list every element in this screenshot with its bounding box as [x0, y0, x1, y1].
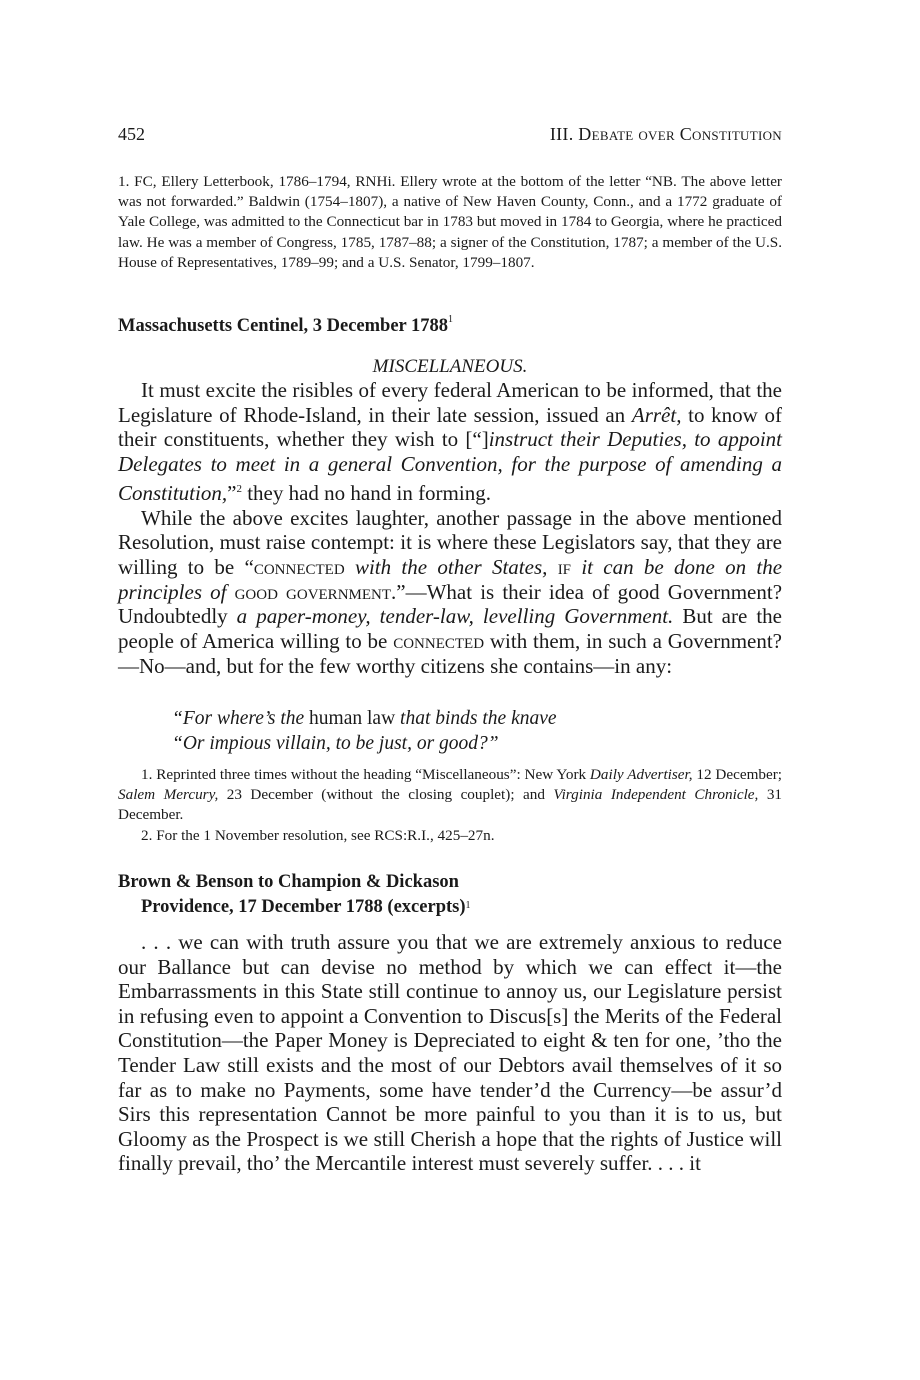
couplet-line	[172, 707, 557, 732]
text-run: human law	[304, 708, 401, 729]
document-heading-centinel	[118, 316, 453, 337]
text-run	[571, 555, 581, 579]
italic-run: a paper-money, tender-law, levelling Government.	[236, 604, 674, 629]
couplet-line	[172, 732, 557, 757]
text-run: 12 December;	[692, 766, 783, 783]
heading-text: Providence, 17 December 1788 (excerpts)	[141, 897, 466, 917]
letter-body	[118, 930, 782, 1176]
running-head	[118, 124, 782, 148]
italic-run: Daily Advertiser,	[589, 766, 693, 783]
section-title: III. Debate over Constitution	[549, 124, 782, 144]
italic-run: it can be done on the principles of	[118, 554, 783, 604]
smallcaps-run: if	[557, 554, 572, 579]
smallcaps-run: connected	[253, 554, 345, 579]
smallcaps-run: good government	[234, 579, 392, 604]
centinel-footnotes	[118, 765, 782, 846]
paragraph	[118, 378, 782, 506]
heading-line: Brown & Benson to Champion & Dickason	[118, 872, 459, 892]
italic-run: instruct their Deputies, to appoint Delegates to meet in a general Convention, for the purpose of amending a Constitution,	[118, 427, 782, 505]
footnote-marker: 2	[236, 482, 242, 495]
centinel-body	[118, 378, 782, 678]
italic-run: “For where’s the	[172, 708, 305, 729]
text-run: .”—What is their idea of good Government? Undoubtedly	[118, 579, 783, 629]
footnote-marker: 1	[448, 314, 454, 325]
footnote: 2. For the 1 November resolution, see RCS:R.I., 425–27n.	[141, 826, 495, 844]
page-number: 452	[118, 124, 145, 144]
text-run	[345, 555, 355, 579]
footnote-marker: 1	[465, 900, 471, 911]
text-run: they had no hand in forming.	[241, 480, 491, 505]
heading-text: Massachusetts Centinel, 3 December 1788	[118, 316, 449, 336]
italic-run: with the other States,	[354, 554, 548, 579]
italic-run: “Or impious villain, to be just, or good?”	[172, 732, 499, 754]
text-run: ”	[227, 480, 237, 505]
text-run: But are the people of America willing to be	[118, 604, 782, 654]
top-footnote: 1. FC, Ellery Letterbook, 1786–1794, RNHi. Ellery wrote at the bottom of the letter “NB. The above letter was not forwarded.” Baldwin (1754–1807), a native of New Haven County, Conn., and a 1772 graduate of Yale College, was admitted to the Connecticut bar in 1783 but moved in 1784 to Georgia, where he practiced law. He was a member of Congress, 1785, 1787–88; a signer of the Constitution, 1787; a member of the U.S. House of Representatives, 1789–99; and a U.S. Senator, 1799–1807.	[118, 173, 782, 271]
text-run: 23 December (without the closing couplet); and	[218, 786, 554, 804]
italic-run: that binds the knave	[400, 708, 557, 729]
text-run: 31 December.	[118, 786, 782, 824]
document-heading-brown-benson	[118, 870, 471, 920]
paragraph: . . . we can with truth assure you that we are extremely anxious to reduce our Ballance but can devise no method by which we can effect it—the Embarrassments in this State still continue to annoy us, our Legislature persist in refusing even to appoint a Convention to Discus[s] the Merits of the Federal Constitution—the Paper Money is Depreciated to eight & ten for one, ’tho the Tender Law still exists and the most of our Debtors avail themselves of it so far as to make no Payments, some have tender’d the Currency—be assur’d Sirs this representation Cannot be more painful to you than it is to us, but Gloomy as the Prospect is we still Cherish a hope that the rights of Justice will finally prevail, tho’ the Mercantile interest must severely suffer. . . . it	[118, 930, 782, 1176]
italic-run: Virginia Independent Chronicle,	[553, 786, 759, 804]
footnote	[118, 765, 782, 826]
text-run: with them, in such a Government?—No—and, but for the few worthy citizens she contains—in any:	[118, 629, 783, 678]
text-run	[226, 580, 234, 604]
heading-line	[118, 895, 471, 920]
italic-run: Arrêt,	[631, 402, 682, 427]
text-run	[547, 555, 557, 579]
closing-couplet	[172, 707, 557, 756]
italic-run: Salem Mercury,	[118, 786, 219, 804]
text-run: While the above excites laughter, another passage in the above mentioned Resolution, must raise contempt: it is where these Legislators say, that they are willing to be “	[118, 505, 782, 579]
text-run: It must excite the risibles of every federal American to be informed, that the Legislature of Rhode-Island, in their late session, issued an	[118, 378, 782, 427]
text-run: 1. Reprinted three times without the heading “Miscellaneous”: New York	[141, 766, 590, 783]
text-run: to know of their constituents, whether they wish to [“]	[118, 402, 782, 452]
subheading-miscellaneous: MISCELLANEOUS.	[372, 356, 528, 377]
smallcaps-run: connected	[393, 629, 485, 654]
paragraph	[118, 506, 782, 679]
